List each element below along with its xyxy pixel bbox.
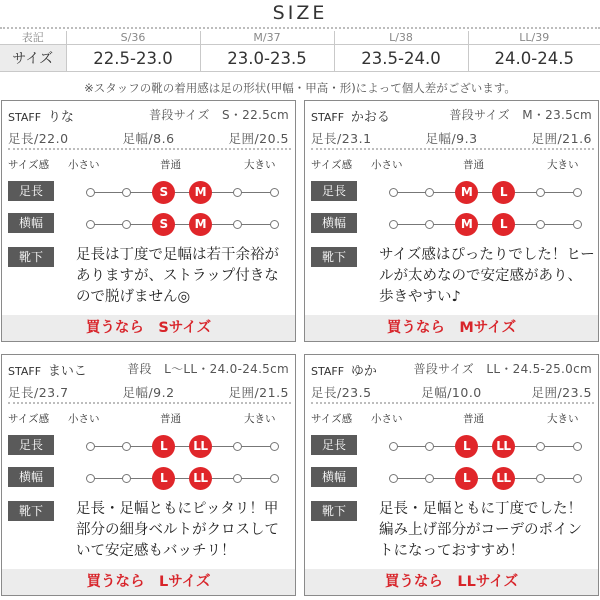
foot-girth: 足囲/21.6 bbox=[531, 131, 592, 146]
staff-label: STAFF bbox=[8, 111, 42, 124]
size-cell: 24.0-24.5 bbox=[468, 45, 600, 72]
width-size-badge: L bbox=[152, 467, 175, 490]
width-scale-dot bbox=[122, 220, 131, 229]
size-row-label: サイズ bbox=[0, 45, 66, 72]
foot-width: 足幅/9.2 bbox=[122, 385, 175, 400]
staff-name: りな bbox=[47, 110, 74, 125]
width-scale-dot bbox=[425, 474, 434, 483]
length-size-badge: L bbox=[152, 435, 175, 458]
scale-big-label: 大きい bbox=[244, 413, 276, 425]
width-row-label: 横幅 bbox=[8, 467, 54, 487]
scale-big-label: 大きい bbox=[547, 413, 579, 425]
usual-size: 普段 L〜LL・24.0-24.5cm bbox=[127, 362, 289, 376]
scale-small-label: 小さい bbox=[371, 159, 403, 171]
width-size-badge: S bbox=[152, 213, 175, 236]
length-size-badge: LL bbox=[189, 435, 212, 458]
usual-size: 普段サイズ LL・24.5-25.0cm bbox=[413, 362, 592, 376]
length-scale-dot bbox=[573, 188, 582, 197]
width-size-badge: M bbox=[455, 213, 478, 236]
length-scale-dot bbox=[270, 188, 279, 197]
size-cell: 23.5-24.0 bbox=[334, 45, 468, 72]
scale-normal-label: 普通 bbox=[160, 413, 181, 425]
usual-size: 普段サイズ S・22.5cm bbox=[149, 108, 289, 122]
width-scale-dot bbox=[86, 220, 95, 229]
size-feel-label: サイズ感 bbox=[8, 413, 50, 425]
foot-measurements bbox=[311, 129, 592, 147]
length-size-badge: M bbox=[455, 181, 478, 204]
card-divider bbox=[311, 402, 594, 404]
width-scale-dot bbox=[86, 474, 95, 483]
length-scale-dot bbox=[425, 188, 434, 197]
width-row-label: 横幅 bbox=[311, 213, 357, 233]
width-size-badge: L bbox=[455, 467, 478, 490]
recommended-size: 買うなら Mサイズ bbox=[305, 315, 598, 341]
size-feel-label: サイズ感 bbox=[8, 159, 50, 171]
scale-header bbox=[305, 411, 598, 427]
length-scale-dot bbox=[86, 442, 95, 451]
width-scale-track bbox=[90, 224, 274, 225]
fit-disclaimer: ※スタッフの靴の着用感は足の形状(甲幅・甲高・形)によって個人差がございます。 bbox=[84, 81, 516, 95]
scale-header bbox=[2, 411, 295, 427]
size-table-header bbox=[0, 31, 600, 45]
staff-header bbox=[311, 360, 592, 379]
size-feel-label: サイズ感 bbox=[311, 413, 353, 425]
foot-girth: 足囲/23.5 bbox=[531, 385, 592, 400]
staff-label: STAFF bbox=[311, 111, 345, 124]
length-scale-dot bbox=[389, 188, 398, 197]
header-cell: LL/39 bbox=[468, 31, 600, 45]
staff-label: STAFF bbox=[8, 365, 42, 378]
header-cell: S/36 bbox=[66, 31, 200, 45]
foot-length: 足長/22.0 bbox=[8, 131, 69, 146]
staff-header bbox=[311, 106, 592, 125]
staff-card bbox=[1, 100, 296, 342]
length-scale-dot bbox=[270, 442, 279, 451]
header-cell: L/38 bbox=[334, 31, 468, 45]
length-row-label: 足長 bbox=[311, 181, 357, 201]
staff-name: かおる bbox=[350, 110, 390, 125]
socks-row-label: 靴下 bbox=[8, 247, 54, 267]
length-scale-dot bbox=[389, 442, 398, 451]
foot-length: 足長/23.1 bbox=[311, 131, 372, 146]
title-divider bbox=[0, 27, 600, 29]
width-scale-track bbox=[90, 478, 274, 479]
recommended-size: 買うなら LLサイズ bbox=[305, 569, 598, 595]
foot-width: 足幅/10.0 bbox=[421, 385, 482, 400]
length-scale-dot bbox=[86, 188, 95, 197]
staff-label: STAFF bbox=[311, 365, 345, 378]
width-row-label: 横幅 bbox=[8, 213, 54, 233]
width-scale-dot bbox=[573, 220, 582, 229]
scale-big-label: 大きい bbox=[244, 159, 276, 171]
length-size-badge: LL bbox=[492, 435, 515, 458]
width-size-badge: L bbox=[492, 213, 515, 236]
scale-header bbox=[305, 157, 598, 173]
card-divider bbox=[8, 402, 291, 404]
width-scale-dot bbox=[536, 474, 545, 483]
staff-name: まいこ bbox=[47, 364, 87, 379]
width-scale-dot bbox=[536, 220, 545, 229]
length-scale-track bbox=[393, 446, 577, 447]
foot-measurements bbox=[8, 129, 289, 147]
socks-row-label: 靴下 bbox=[311, 501, 357, 521]
width-size-badge: LL bbox=[189, 467, 212, 490]
scale-normal-label: 普通 bbox=[463, 413, 484, 425]
socks-row-label: 靴下 bbox=[8, 501, 54, 521]
recommended-size: 買うなら Lサイズ bbox=[2, 569, 295, 595]
width-scale-dot bbox=[389, 474, 398, 483]
recommended-size: 買うなら Sサイズ bbox=[2, 315, 295, 341]
width-scale-dot bbox=[270, 474, 279, 483]
scale-normal-label: 普通 bbox=[463, 159, 484, 171]
width-scale-dot bbox=[233, 474, 242, 483]
length-scale-dot bbox=[233, 442, 242, 451]
header-cell: 表記 bbox=[21, 31, 44, 44]
scale-small-label: 小さい bbox=[68, 413, 100, 425]
width-scale-dot bbox=[389, 220, 398, 229]
foot-length: 足長/23.7 bbox=[8, 385, 69, 400]
length-scale-track bbox=[393, 192, 577, 193]
length-row-label: 足長 bbox=[8, 181, 54, 201]
staff-card bbox=[1, 354, 296, 596]
width-size-badge: M bbox=[189, 213, 212, 236]
width-scale-dot bbox=[122, 474, 131, 483]
length-scale-dot bbox=[122, 442, 131, 451]
width-scale-dot bbox=[233, 220, 242, 229]
length-scale-track bbox=[90, 192, 274, 193]
card-divider bbox=[8, 148, 291, 150]
staff-comment: 足長は丁度で足幅は若干余裕がありますが、ストラップ付きなので脱げません◎ bbox=[76, 247, 279, 305]
foot-width: 足幅/9.3 bbox=[425, 131, 478, 146]
scale-big-label: 大きい bbox=[547, 159, 579, 171]
size-cell: 23.0-23.5 bbox=[200, 45, 334, 72]
size-table-row bbox=[0, 45, 600, 72]
length-size-badge: M bbox=[189, 181, 212, 204]
staff-card bbox=[304, 100, 599, 342]
card-divider bbox=[311, 148, 594, 150]
length-scale-dot bbox=[122, 188, 131, 197]
width-scale-dot bbox=[270, 220, 279, 229]
width-scale-dot bbox=[573, 474, 582, 483]
foot-measurements bbox=[8, 383, 289, 401]
width-scale-dot bbox=[425, 220, 434, 229]
width-scale-track bbox=[393, 224, 577, 225]
staff-name: ゆか bbox=[350, 364, 377, 379]
foot-width: 足幅/8.6 bbox=[122, 131, 175, 146]
scale-small-label: 小さい bbox=[371, 413, 403, 425]
size-cell: 22.5-23.0 bbox=[66, 45, 200, 72]
width-row-label: 横幅 bbox=[311, 467, 357, 487]
foot-girth: 足囲/20.5 bbox=[228, 131, 289, 146]
header-cell: M/37 bbox=[200, 31, 334, 45]
length-size-badge: L bbox=[492, 181, 515, 204]
usual-size: 普段サイズ M・23.5cm bbox=[449, 108, 592, 122]
staff-comment: サイズ感はぴったりでした！ヒールが太めなので安定感があり、歩きやすい♪ bbox=[379, 247, 595, 305]
foot-length: 足長/23.5 bbox=[311, 385, 372, 400]
size-table bbox=[0, 31, 600, 72]
length-scale-dot bbox=[536, 442, 545, 451]
staff-header bbox=[8, 106, 289, 125]
length-scale-track bbox=[90, 446, 274, 447]
size-feel-label: サイズ感 bbox=[311, 159, 353, 171]
length-scale-dot bbox=[425, 442, 434, 451]
socks-row-label: 靴下 bbox=[311, 247, 357, 267]
foot-measurements bbox=[311, 383, 592, 401]
scale-normal-label: 普通 bbox=[160, 159, 181, 171]
foot-girth: 足囲/21.5 bbox=[228, 385, 289, 400]
scale-small-label: 小さい bbox=[68, 159, 100, 171]
length-scale-dot bbox=[233, 188, 242, 197]
staff-card bbox=[304, 354, 599, 596]
length-size-badge: L bbox=[455, 435, 478, 458]
length-scale-dot bbox=[573, 442, 582, 451]
scale-header bbox=[2, 157, 295, 173]
length-row-label: 足長 bbox=[8, 435, 54, 455]
staff-header bbox=[8, 360, 289, 379]
staff-comment: 足長・足幅ともに丁度でした！編み上げ部分がコーデのポイントになっておすすめ！ bbox=[379, 501, 582, 559]
staff-comment: 足長・足幅ともにピッタリ！甲部分の細身ベルトがクロスしていて安定感もバッチリ！ bbox=[76, 501, 279, 559]
length-size-badge: S bbox=[152, 181, 175, 204]
page-title: SIZE bbox=[272, 2, 328, 24]
width-size-badge: LL bbox=[492, 467, 515, 490]
width-scale-track bbox=[393, 478, 577, 479]
length-scale-dot bbox=[536, 188, 545, 197]
length-row-label: 足長 bbox=[311, 435, 357, 455]
